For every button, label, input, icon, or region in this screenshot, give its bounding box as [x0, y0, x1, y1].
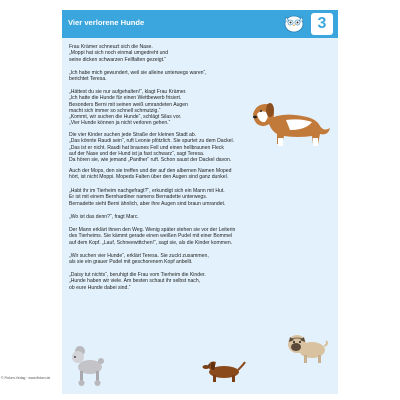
pug-dog-illustration: [286, 330, 330, 366]
paragraph-6: „Habt ihr im Tierheim nachgefragt?“, erkundigt sich ein Mann mit Hut. Er ist mit einem Bernhardiner namens Bernadette unterwegs. Bernadette sieht Berni ähnlich, aber ihre Augen sind braun umrandet.: [69, 188, 226, 207]
paragraph-3: „Hättest du sie nur aufgehalten!“, klagt Frau Krämer. „Ich hatte die Hunde für einen Wettbewerb frisiert. Besonders Berni mit seinen weiß umrandeten Augen macht sich immer so schnell schmutzig.“ „Kommt, wir suchen die Hunde“, schlägt Silas vor. „Vier Hunde können ja nicht verloren gehen.“: [69, 89, 188, 127]
paragraph-5: Auch der Mops, den sie treffen und der auf den albernen Namen Moped hört, ist nicht Moppi. Mopeds Falten über den Augen sind ganz dunkel.: [69, 168, 232, 181]
paragraph-9: „Wir suchen vier Hunde“, erklärt Teresa. Sie zuckt zusammen, als sie ein grauer Pudel mit geschorenem Kopf anbellt.: [69, 253, 209, 266]
paragraph-1: Frau Krämer schneuzt sich die Nase. „Moppi hat sich noch einmal umgedreht und seine dicken schwarzen Fellfalten gezeigt.“: [69, 44, 169, 63]
worksheet-number: 3: [311, 13, 333, 35]
page-title: Vier verlorene Hunde: [68, 18, 145, 27]
poodle-dog-illustration: [68, 343, 108, 387]
paragraph-7: „Wo ist das denn?“, fragt Marc.: [69, 214, 139, 220]
paragraph-10: „Daisy tut nichts“, beruhigt die Frau vom Tierheim die Kinder. „Hunde haben wir viele. Am besten schaut ihr selbst nach, ob eure Hunde dabei sind.“: [69, 272, 206, 291]
publisher-footer: © Finken-Verlag · www.finken.de: [1, 376, 51, 380]
st-bernard-dog-illustration: [250, 98, 332, 150]
dachshund-dog-illustration: [202, 356, 246, 386]
paragraph-8: Der Mann erklärt ihnen den Weg. Wenig später stehen sie vor der Leiterin des Tierheims. Sie kämmt gerade einen weißen Pudel mit einer Bommel auf dem Kopf. „Lauf, Schneewittchen!“, sagt sie, als die Kinder kommen.: [69, 227, 236, 246]
owl-icon: [282, 11, 306, 33]
worksheet-page: [62, 10, 338, 394]
paragraph-4: Die vier Kinder suchen jede Straße der kleinen Stadt ab. „Das könnte Raudi sein“, ruft Leonie plötzlich. Sie spurtet zu dem Dackel. „Das ist er nicht. Raudi hat braunes Fell und einen hellbraunen Fleck auf der Nase und der Hund ist ja fast schwarz“, sagt Teresa. Da hören sie, wie jemand „Panther“ ruft. Schon saust der Dackel davon.: [69, 132, 235, 164]
paragraph-2: „Ich habe mich gewundert, weil sie alleine unterwegs waren“, berichtet Teresa.: [69, 70, 207, 83]
header-bar: [62, 10, 338, 38]
